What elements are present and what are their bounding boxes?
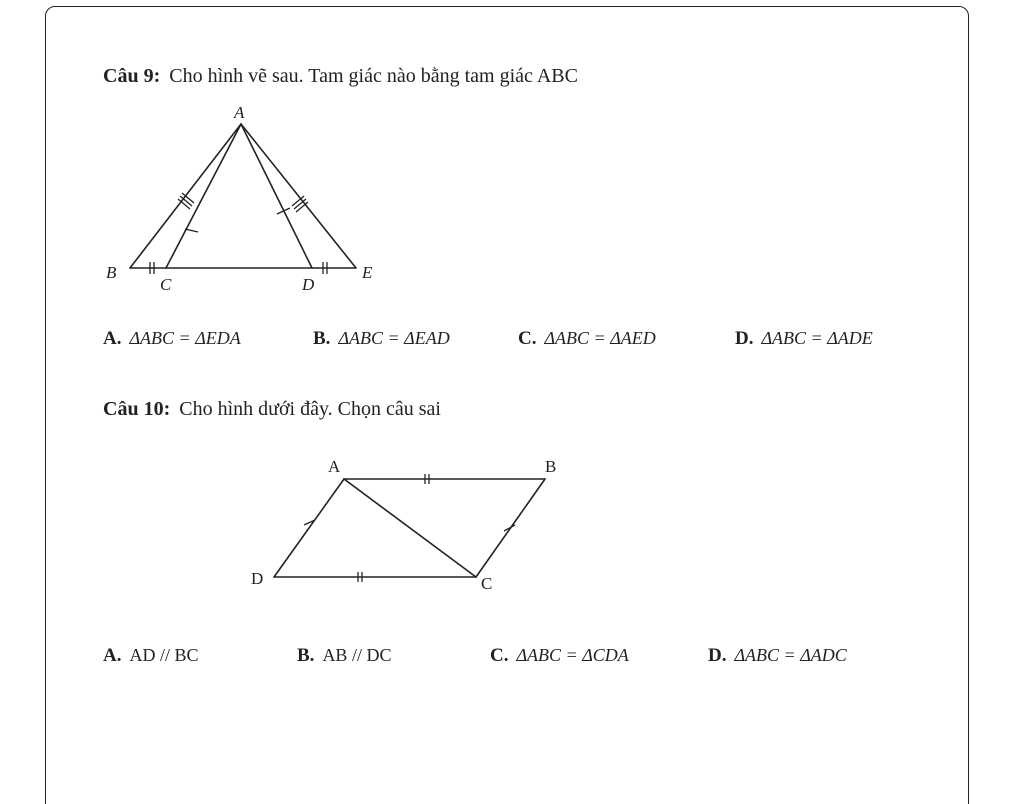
q9-label-A: A bbox=[234, 103, 245, 122]
q10-label-D: D bbox=[251, 569, 264, 588]
q9-option-a[interactable]: A. ΔABC = ΔEDA bbox=[103, 328, 241, 349]
q9-option-d-text: ΔABC = ΔADE bbox=[761, 328, 873, 348]
q10-segment-DA bbox=[274, 479, 344, 577]
q9-label-D: D bbox=[302, 275, 315, 294]
q9-tick-AE-3 bbox=[296, 202, 308, 212]
q10-option-d[interactable]: D. ΔABC = ΔADC bbox=[708, 645, 847, 666]
question-9-heading bbox=[103, 66, 578, 86]
q10-option-a[interactable]: A. AD // BC bbox=[103, 645, 199, 666]
q10-label-A: A bbox=[328, 457, 341, 476]
q10-label-B: B bbox=[545, 457, 557, 476]
question-9-text: Cho hình vẽ sau. Tam giác nào bằng tam giác ABC bbox=[169, 65, 578, 87]
q9-option-a-text: ΔABC = ΔEDA bbox=[129, 328, 241, 348]
q10-option-d-text: ΔABC = ΔADC bbox=[734, 645, 847, 665]
q10-option-c[interactable]: C. ΔABC = ΔCDA bbox=[490, 645, 629, 666]
q9-segment-AE bbox=[241, 124, 356, 268]
q10-option-a-text: AD // BC bbox=[129, 645, 199, 665]
q9-segment-AC bbox=[166, 124, 241, 268]
q9-segment-AD bbox=[241, 124, 312, 268]
question-10-figure bbox=[240, 450, 580, 600]
q10-option-b-text: AB // DC bbox=[322, 645, 392, 665]
q10-label-C: C bbox=[481, 574, 493, 593]
q9-option-b-text: ΔABC = ΔEAD bbox=[338, 328, 450, 348]
q10-option-b[interactable]: B. AB // DC bbox=[297, 645, 392, 666]
q9-label-B: B bbox=[106, 263, 117, 282]
q9-option-c[interactable]: C. ΔABC = ΔAED bbox=[518, 328, 656, 349]
question-9-figure bbox=[95, 95, 395, 300]
q9-option-d[interactable]: D. ΔABC = ΔADE bbox=[735, 328, 873, 349]
q10-option-c-text: ΔABC = ΔCDA bbox=[516, 645, 629, 665]
q10-segment-AC bbox=[344, 479, 476, 577]
question-9-number: Câu 9: bbox=[103, 65, 161, 87]
q9-tick-AC bbox=[185, 229, 198, 232]
question-10-number: Câu 10: bbox=[103, 398, 171, 420]
q9-label-E: E bbox=[362, 263, 373, 282]
question-10-text: Cho hình dưới đây. Chọn câu sai bbox=[179, 398, 441, 420]
q9-option-b[interactable]: B. ΔABC = ΔEAD bbox=[313, 328, 450, 349]
q9-option-c-text: ΔABC = ΔAED bbox=[544, 328, 656, 348]
question-10-heading bbox=[103, 399, 441, 419]
q9-label-C: C bbox=[160, 275, 172, 294]
